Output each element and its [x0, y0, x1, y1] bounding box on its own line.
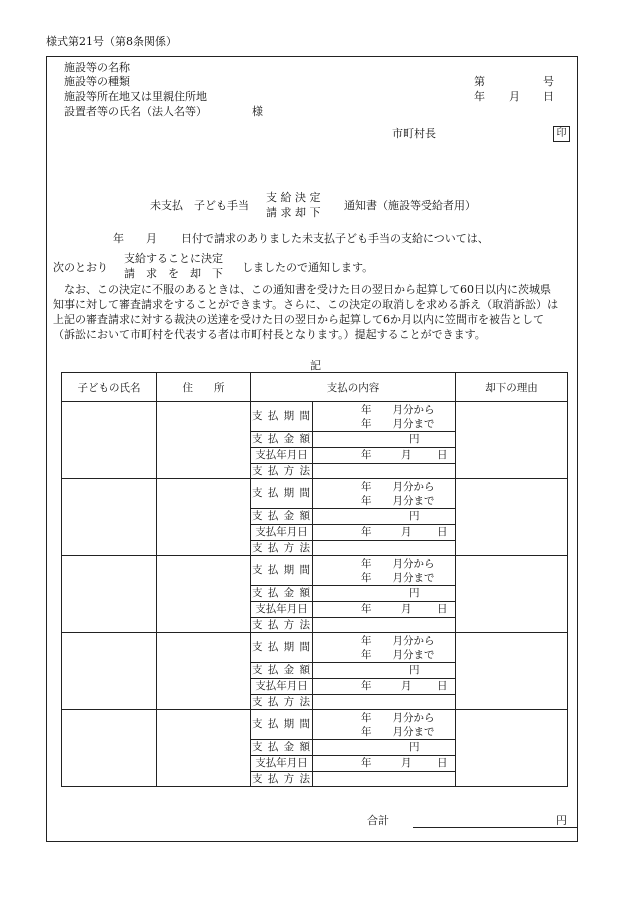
period-from: 年 月分から [361, 481, 435, 493]
issue-date-year: 年 [474, 90, 485, 103]
total-unit: 円 [556, 814, 567, 827]
period-to: 年 月分まで [361, 572, 435, 584]
facility-name-label: 施設等の名称 [64, 61, 130, 74]
amount-unit: 円 [409, 664, 420, 676]
method-value[interactable] [313, 464, 456, 479]
body-suffix: しましたので通知します。 [242, 261, 374, 274]
honorific-sama: 様 [252, 105, 263, 118]
body-line1: 日付で請求のありました未支払子ども手当の支給については、 [181, 232, 489, 245]
period-label: 支 払 期 間 [251, 479, 313, 509]
pay-date-value[interactable] [313, 756, 456, 772]
notice-line-1: なお、この決定に不服のあるときは、この通知書を受けた日の翌日から起算して60日以内に茨城県 [53, 283, 551, 296]
body-month: 月 [146, 232, 157, 245]
pay-date-month: 月 [401, 449, 412, 461]
period-from: 年 月分から [361, 635, 435, 647]
issue-date-day: 日 [543, 90, 554, 103]
child-name-cell[interactable] [62, 710, 157, 787]
amount-value[interactable] [313, 740, 456, 756]
amount-label: 支 払 金 額 [251, 740, 313, 756]
pay-date-month: 月 [401, 526, 412, 538]
address-cell[interactable] [157, 633, 251, 710]
table-row [62, 402, 568, 432]
pay-date-day: 日 [437, 757, 448, 769]
header-address: 住 所 [157, 373, 251, 402]
address-cell[interactable] [157, 402, 251, 479]
notice-line-2: 知事に対して審査請求をすることができます。さらに、この決定の取消しを求める訴え（取消訴訟）は [53, 298, 559, 311]
notice-line-4: （訴訟において市町村を代表する者は市町村長となります。）提起することができます。 [53, 328, 486, 341]
title-choice-top: 支 給 決 定 [266, 191, 321, 204]
child-name-cell[interactable] [62, 479, 157, 556]
body-prefix: 次のとおり [53, 261, 108, 274]
amount-unit: 円 [409, 433, 420, 445]
period-from: 年 月分から [361, 712, 435, 724]
number-suffix: 号 [543, 75, 554, 88]
body-choice-top: 支給することに決定 [124, 252, 223, 265]
amount-value[interactable] [313, 586, 456, 602]
pay-date-day: 日 [437, 603, 448, 615]
payment-table [61, 372, 568, 787]
address-cell[interactable] [157, 710, 251, 787]
table-row [62, 479, 568, 509]
method-value[interactable] [313, 695, 456, 710]
pay-date-day: 日 [437, 680, 448, 692]
child-name-cell[interactable] [62, 633, 157, 710]
pay-date-month: 月 [401, 680, 412, 692]
rejection-reason-cell[interactable] [456, 402, 568, 479]
period-to: 年 月分まで [361, 495, 435, 507]
amount-value[interactable] [313, 432, 456, 448]
sender-title: 市町村長 [392, 127, 436, 140]
rejection-reason-cell[interactable] [456, 479, 568, 556]
table-row [62, 710, 568, 740]
pay-date-year: 年 [361, 680, 372, 692]
rejection-reason-cell[interactable] [456, 556, 568, 633]
notice-line-3: 上記の審査請求に対する裁決の送達を受けた日の翌日から起算して6か月以内に笠間市を被告として [53, 313, 544, 326]
period-value[interactable] [313, 633, 456, 663]
period-from: 年 月分から [361, 558, 435, 570]
facility-address-label: 施設等所在地又は里親住所地 [64, 90, 207, 103]
amount-unit: 円 [409, 510, 420, 522]
period-label: 支 払 期 間 [251, 556, 313, 586]
period-label: 支 払 期 間 [251, 402, 313, 432]
period-value[interactable] [313, 479, 456, 509]
table-header-row [62, 373, 568, 402]
period-to: 年 月分まで [361, 418, 435, 430]
period-to: 年 月分まで [361, 726, 435, 738]
method-value[interactable] [313, 772, 456, 787]
amount-value[interactable] [313, 663, 456, 679]
method-label: 支 払 方 法 [251, 618, 311, 631]
seal-stamp: 印 [553, 126, 570, 142]
founder-label: 設置者等の氏名（法人名等） [64, 105, 207, 118]
pay-date-month: 月 [401, 757, 412, 769]
period-from: 年 月分から [361, 404, 435, 416]
pay-date-year: 年 [361, 526, 372, 538]
body-year: 年 [113, 232, 124, 245]
period-label: 支 払 期 間 [251, 710, 313, 740]
header-rejection-reason: 却下の理由 [456, 373, 568, 402]
method-label: 支 払 方 法 [251, 464, 311, 477]
address-cell[interactable] [157, 556, 251, 633]
pay-date-label: 支払年月日 [251, 679, 313, 695]
address-cell[interactable] [157, 479, 251, 556]
pay-date-month: 月 [401, 603, 412, 615]
method-label: 支 払 方 法 [251, 541, 311, 554]
rejection-reason-cell[interactable] [456, 710, 568, 787]
pay-date-label: 支払年月日 [251, 602, 313, 618]
title-part1: 未支払 子ども手当 [150, 199, 249, 212]
method-value[interactable] [313, 618, 456, 633]
table-row [62, 633, 568, 663]
pay-date-label: 支払年月日 [251, 756, 313, 772]
facility-type-label: 施設等の種類 [64, 75, 130, 88]
amount-unit: 円 [409, 587, 420, 599]
period-to: 年 月分まで [361, 649, 435, 661]
pay-date-value[interactable] [313, 602, 456, 618]
form-number: 様式第21号（第8条関係） [46, 35, 177, 48]
title-part2: 通知書（施設等受給者用） [344, 199, 476, 212]
number-prefix: 第 [474, 75, 485, 88]
period-value[interactable] [313, 710, 456, 740]
issue-date-month: 月 [509, 90, 520, 103]
child-name-cell[interactable] [62, 402, 157, 479]
pay-date-label: 支払年月日 [251, 525, 313, 541]
amount-unit: 円 [409, 741, 420, 753]
pay-date-day: 日 [437, 526, 448, 538]
amount-value[interactable] [313, 509, 456, 525]
header-child-name: 子どもの氏名 [62, 373, 157, 402]
pay-date-year: 年 [361, 449, 372, 461]
pay-date-year: 年 [361, 603, 372, 615]
method-label: 支 払 方 法 [251, 772, 311, 785]
amount-label: 支 払 金 額 [251, 586, 313, 602]
pay-date-year: 年 [361, 757, 372, 769]
ki-heading: 記 [310, 359, 321, 372]
body-choice-bottom: 請 求 を 却 下 [124, 267, 223, 280]
rejection-reason-cell[interactable] [456, 633, 568, 710]
method-value[interactable] [313, 541, 456, 556]
amount-label: 支 払 金 額 [251, 509, 313, 525]
amount-label: 支 払 金 額 [251, 432, 313, 448]
pay-date-value[interactable] [313, 448, 456, 464]
header-payment-content: 支払の内容 [251, 373, 456, 402]
period-value[interactable] [313, 402, 456, 432]
method-label: 支 払 方 法 [251, 695, 311, 708]
child-name-cell[interactable] [62, 556, 157, 633]
amount-label: 支 払 金 額 [251, 663, 313, 679]
period-value[interactable] [313, 556, 456, 586]
total-label: 合計 [367, 814, 389, 827]
pay-date-day: 日 [437, 449, 448, 461]
pay-date-value[interactable] [313, 525, 456, 541]
period-label: 支 払 期 間 [251, 633, 313, 663]
table-row [62, 556, 568, 586]
title-choice-bottom: 請 求 却 下 [266, 206, 321, 219]
pay-date-value[interactable] [313, 679, 456, 695]
total-underline [413, 827, 578, 828]
pay-date-label: 支払年月日 [251, 448, 313, 464]
